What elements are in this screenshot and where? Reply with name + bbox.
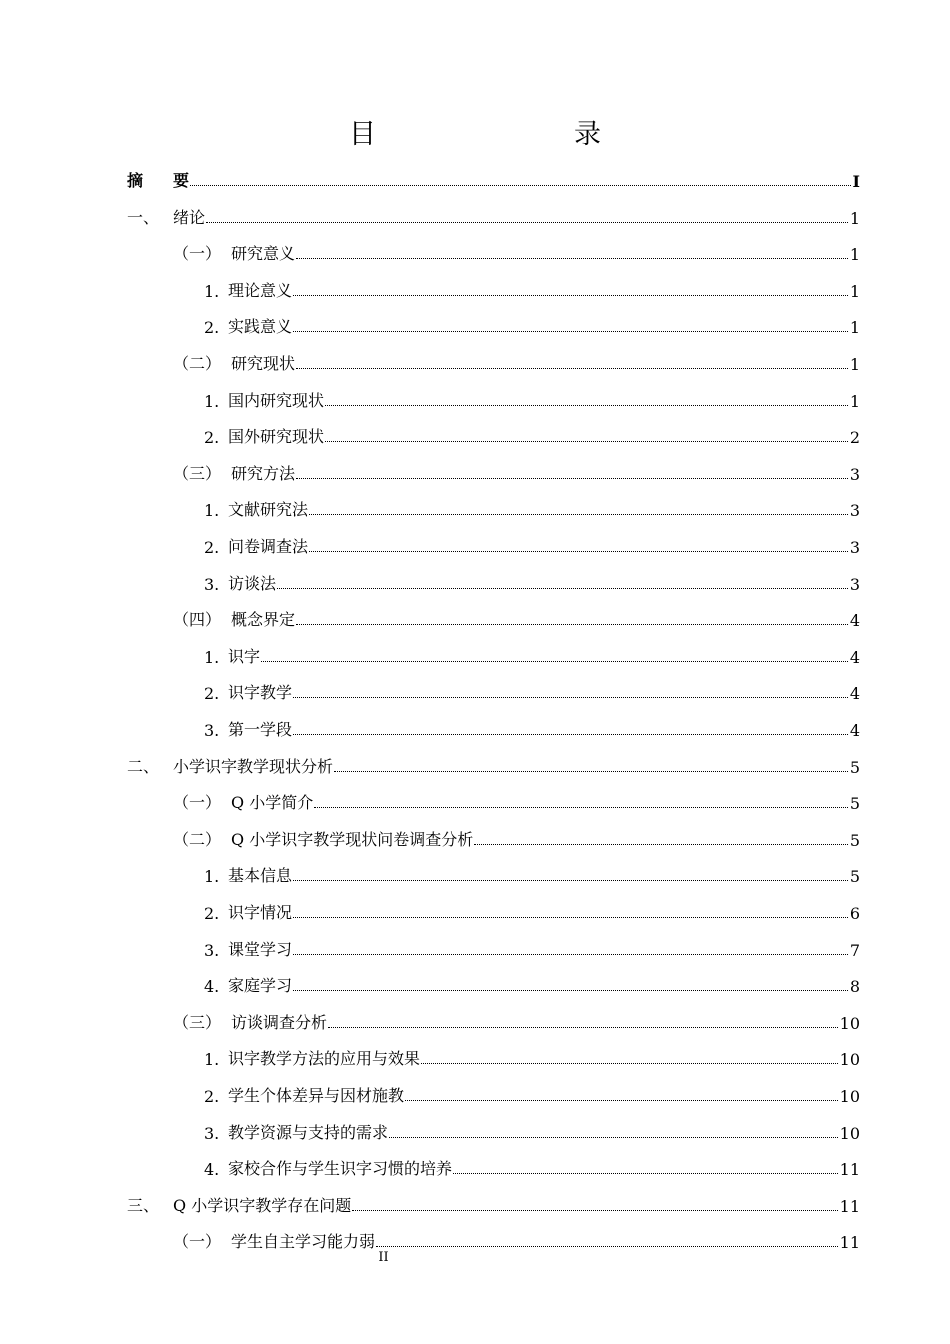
page-title: 目 录 (349, 119, 649, 150)
toc-entry[interactable] (0, 930, 860, 960)
toc-entry-label: 识字教学 (228, 683, 293, 703)
toc-entry-page: 10 (839, 1123, 860, 1143)
toc-dot-leader (296, 624, 848, 625)
toc-entry-page: 8 (849, 977, 860, 997)
toc-entry-page: 3 (849, 574, 860, 594)
toc-entry-label: 国外研究现状 (228, 427, 325, 447)
toc-entry-label: 教学资源与支持的需求 (228, 1122, 389, 1142)
toc-entry-number: 2. (204, 428, 220, 448)
toc-entry-label: 识字教学方法的应用与效果 (228, 1049, 421, 1069)
toc-entry-number: 3. (204, 1123, 220, 1143)
toc-entry-page: 2 (849, 428, 860, 448)
toc-entry-number: 3. (204, 721, 220, 740)
toc-entry-label: Q 小学识字教学存在问题 (173, 1195, 352, 1215)
toc-entry-number: 2. (204, 318, 220, 338)
toc-entry-number: 1. (204, 1050, 220, 1070)
page-number-footer: II (378, 1250, 389, 1265)
toc-entry-number: 一、 (127, 207, 160, 227)
toc-dot-leader (293, 734, 848, 735)
toc-entry-label: 课堂学习 (228, 939, 293, 959)
toc-dot-leader (352, 1210, 837, 1211)
toc-entry-page: 5 (849, 757, 860, 777)
toc-entry-label: 绪论 (173, 207, 206, 227)
toc-entry-page: 10 (839, 1087, 860, 1106)
toc-entry[interactable] (0, 307, 860, 337)
toc-dot-leader (309, 514, 848, 515)
toc-entry-number: 2. (204, 538, 220, 557)
toc-entry-page: 10 (839, 1050, 860, 1070)
toc-entry-label: 家校合作与学生识字习惯的培养 (228, 1159, 453, 1179)
toc-dot-leader (277, 588, 848, 589)
toc-entry-number: 1. (204, 647, 220, 667)
toc-entry-label: 访谈调查分析 (231, 1012, 328, 1032)
toc-entry-page: 3 (849, 538, 860, 557)
toc-entry-page: 5 (849, 794, 860, 814)
toc-entry-label: 学生个体差异与因材施教 (228, 1086, 405, 1105)
toc-dot-leader (293, 295, 848, 296)
toc-entry-page: 4 (849, 611, 860, 631)
toc-entry-page: 1 (849, 281, 860, 301)
toc-entry-number: （二） (173, 354, 222, 373)
toc-entry[interactable] (0, 564, 860, 594)
toc-dot-leader (293, 880, 848, 881)
toc-dot-leader (293, 331, 848, 332)
toc-entry-number: （二） (173, 829, 222, 849)
toc-dot-leader (309, 551, 848, 552)
toc-dot-leader (296, 368, 848, 369)
toc-dot-leader (376, 1246, 838, 1247)
toc-entry-label: 基本信息 (228, 866, 293, 886)
toc-dot-leader (474, 844, 848, 845)
toc-entry-number: （一） (173, 793, 222, 813)
toc-entry-page: 1 (849, 318, 860, 338)
toc-entry-number: 1. (204, 867, 220, 887)
toc-dot-leader (405, 1100, 838, 1101)
toc-entry[interactable] (0, 161, 860, 191)
toc-entry-label: 识字情况 (228, 903, 293, 922)
toc-entry-label: 理论意义 (228, 280, 293, 300)
toc-dot-leader (206, 222, 848, 223)
toc-entry[interactable] (0, 490, 860, 520)
toc-entry-number: 1. (204, 281, 220, 301)
toc-dot-leader (334, 771, 848, 772)
toc-entry[interactable] (0, 198, 860, 228)
toc-entry-label: Q 小学识字教学现状问卷调查分析 (231, 829, 474, 849)
toc-entry-number: 三、 (127, 1195, 160, 1215)
toc-entry[interactable] (0, 600, 860, 630)
toc-entry[interactable] (0, 966, 860, 996)
toc-entry-number: 2. (204, 904, 220, 923)
toc-entry-number: 二、 (127, 756, 160, 776)
toc-entry[interactable] (0, 417, 860, 447)
toc-entry-number: （四） (173, 610, 222, 630)
toc-dot-leader (389, 1137, 838, 1138)
toc-entry-page: 5 (849, 830, 860, 850)
toc-entry[interactable] (0, 783, 860, 813)
toc-entry[interactable] (0, 234, 860, 264)
toc-entry-label: 问卷调查法 (228, 537, 309, 556)
toc-entry-number: 1. (204, 501, 220, 521)
toc-entry-number: （一） (173, 1232, 222, 1252)
toc-entry-page: 4 (849, 647, 860, 667)
toc-entry-label: 第一学段 (228, 720, 293, 739)
toc-entry-label: 要 (173, 171, 190, 190)
toc-entry-page: 11 (839, 1160, 860, 1180)
toc-dot-leader (293, 954, 848, 955)
toc-entry-label: Q 小学简介 (231, 793, 314, 813)
toc-entry-page: 11 (839, 1233, 860, 1253)
toc-entry[interactable] (0, 1039, 860, 1069)
toc-entry-number: 摘 (127, 171, 144, 190)
toc-dot-leader (453, 1173, 838, 1174)
toc-entry[interactable] (0, 1076, 860, 1106)
toc-entry-label: 研究现状 (231, 354, 296, 373)
toc-dot-leader (293, 917, 848, 918)
toc-dot-leader (293, 697, 848, 698)
toc-entry[interactable] (0, 344, 860, 374)
toc-entry-page: 6 (849, 904, 860, 923)
toc-entry-page: 10 (839, 1013, 860, 1033)
toc-entry-page: 1 (849, 355, 860, 374)
toc-entry-number: 3. (204, 574, 220, 594)
toc-dot-leader (261, 661, 848, 662)
toc-dot-leader (421, 1063, 838, 1064)
toc-entry[interactable] (0, 1222, 860, 1252)
toc-entry-number: 4. (204, 977, 220, 997)
toc-entry[interactable] (0, 454, 860, 484)
toc-dot-leader (325, 441, 848, 442)
toc-entry-page: 3 (849, 501, 860, 521)
toc-entry-page: 5 (849, 867, 860, 887)
toc-entry-number: （三） (173, 463, 222, 483)
toc-entry-label: 研究意义 (231, 244, 296, 264)
toc-entry[interactable] (0, 1003, 860, 1033)
toc-entry[interactable] (0, 527, 860, 557)
toc-entry-page: 4 (849, 721, 860, 740)
toc-entry-label: 研究方法 (231, 463, 296, 483)
toc-entry-page: 11 (839, 1196, 860, 1216)
toc-entry-label: 识字 (228, 646, 261, 666)
toc-entry[interactable] (0, 856, 860, 886)
toc-entry-label: 小学识字教学现状分析 (173, 756, 334, 776)
toc-dot-leader (325, 405, 848, 406)
toc-entry-label: 概念界定 (231, 610, 296, 630)
toc-entry[interactable] (0, 893, 860, 923)
toc-dot-leader (296, 258, 848, 259)
toc-dot-leader (314, 807, 848, 808)
toc-dot-leader (190, 185, 851, 186)
toc-entry-label: 学生自主学习能力弱 (231, 1232, 376, 1252)
toc-entry-page: 1 (849, 391, 860, 411)
toc-entry-number: 2. (204, 1087, 220, 1106)
toc-entry-number: （三） (173, 1012, 222, 1032)
toc-entry-label: 文献研究法 (228, 500, 309, 520)
toc-entry-number: （一） (173, 244, 222, 264)
toc-entry[interactable] (0, 820, 860, 850)
toc-entry[interactable] (0, 381, 860, 411)
toc-entry-label: 国内研究现状 (228, 390, 325, 410)
toc-dot-leader (296, 478, 848, 479)
toc-entry[interactable] (0, 637, 860, 667)
toc-entry-page: 4 (849, 684, 860, 704)
toc-entry[interactable] (0, 710, 860, 740)
toc-entry[interactable] (0, 1186, 860, 1216)
toc-dot-leader (293, 990, 848, 991)
toc-entry-label: 访谈法 (228, 573, 277, 593)
toc-entry-page: I (852, 172, 860, 191)
toc-entry-label: 实践意义 (228, 317, 293, 337)
toc-entry-page: 1 (849, 245, 860, 265)
toc-entry-page: 7 (849, 940, 860, 960)
toc-dot-leader (328, 1027, 838, 1028)
toc-entry-page: 3 (849, 464, 860, 484)
toc-entry[interactable] (0, 747, 860, 777)
toc-entry-number: 1. (204, 391, 220, 411)
toc-entry-number: 3. (204, 940, 220, 960)
toc-entry-label: 家庭学习 (228, 976, 293, 996)
toc-entry-number: 4. (204, 1160, 220, 1180)
toc-entry-page: 1 (849, 208, 860, 228)
toc-entry-number: 2. (204, 684, 220, 704)
toc-entry[interactable] (0, 1113, 860, 1143)
toc-entry[interactable] (0, 673, 860, 703)
toc-entry[interactable] (0, 271, 860, 301)
toc-entry[interactable] (0, 1149, 860, 1179)
